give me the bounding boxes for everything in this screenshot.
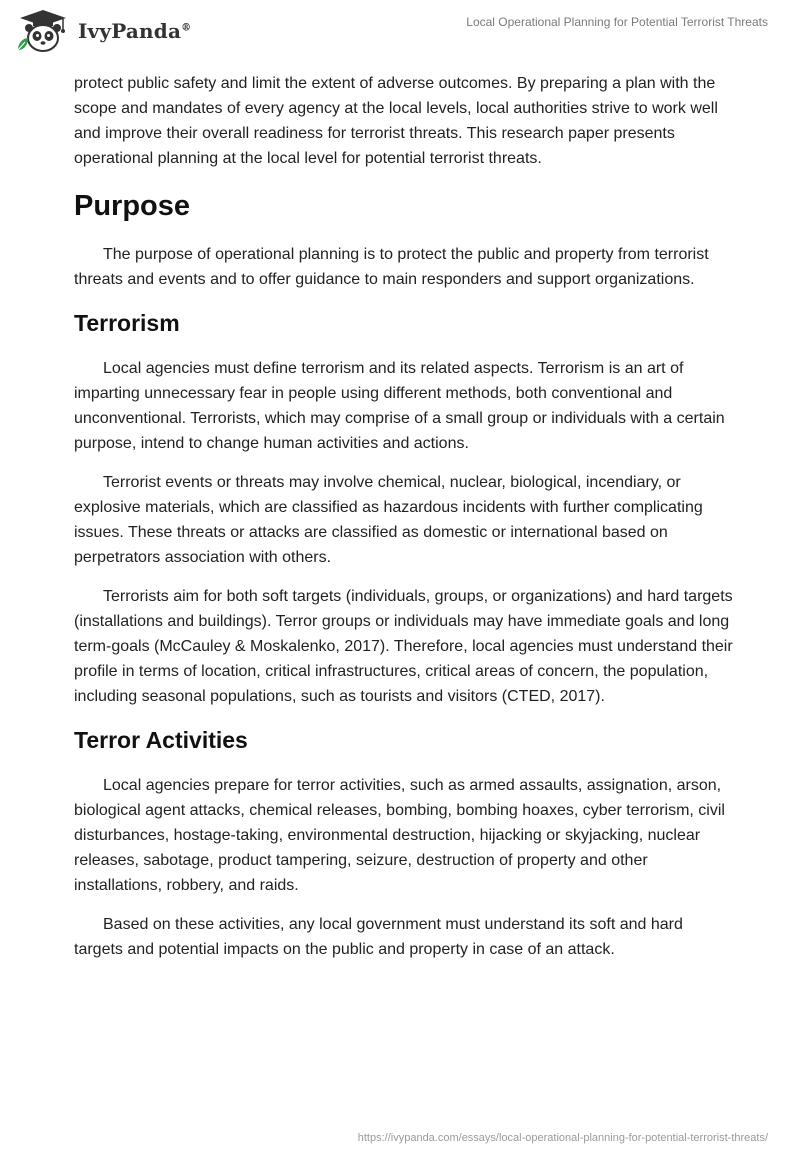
terrorism-heading: Terrorism xyxy=(74,310,180,336)
purpose-heading: Purpose xyxy=(74,190,191,222)
panda-graduate-icon xyxy=(14,8,72,54)
brand-name: IvyPanda® xyxy=(78,19,192,43)
purpose-paragraph: The purpose of operational planning is to protect the public and property from terrorist threats and events and to offer guidance to main responders and support organizations. xyxy=(74,246,709,288)
essay-body xyxy=(74,71,734,976)
terrorism-paragraph-1: Local agencies must define terrorism and its related aspects. Terrorism is an art of imparting unnecessary fear in people using different methods, both conventional and unconventional. Terrorists, which may comprise of a small group or individuals with a certain purpose, intend to change human activities and actions. xyxy=(74,360,725,452)
running-title: Local Operational Planning for Potential Terrorist Threats xyxy=(466,15,768,29)
registered-mark: ® xyxy=(181,22,192,34)
terrorism-paragraph-2: Terrorist events or threats may involve chemical, nuclear, biological, incendiary, or explosive materials, which are classified as hazardous incidents with further complicating issues. These threats or attacks are classified as domestic or international based on perpetrators association with others. xyxy=(74,474,703,566)
terror-activities-paragraph-1: Local agencies prepare for terror activities, such as armed assaults, assignation, arson, biological agent attacks, chemical releases, bombing, bombing hoaxes, cyber terrorism, civil disturbances, hostage-taking, environmental destruction, hijacking or skyjacking, nuclear releases, sabotage, product tampering, seizure, destruction of property and other installations, robbery, and raids. xyxy=(74,777,725,894)
source-url[interactable]: https://ivypanda.com/essays/local-operational-planning-for-potential-terrorist-threats/ xyxy=(357,1132,768,1144)
ivypanda-logo[interactable] xyxy=(14,8,191,54)
intro-paragraph: protect public safety and limit the extent of adverse outcomes. By preparing a plan with the scope and mandates of every agency at the local levels, local authorities strive to work well and improve their overall readiness for terrorist threats. This research paper presents operational planning at the local level for potential terrorist threats. xyxy=(74,75,718,167)
terror-activities-heading: Terror Activities xyxy=(74,727,248,753)
page-header xyxy=(0,0,800,70)
terrorism-paragraph-3: Terrorists aim for both soft targets (individuals, groups, or organizations) and hard targets (installations and buildings). Terror groups or individuals may have immediate goals and long term-goals (McCauley & Moskalenko, 2017). Therefore, local agencies must understand their profile in terms of location, critical infrastructures, critical areas of concern, the population, including seasonal populations, such as tourists and visitors (CTED, 2017). xyxy=(74,588,733,705)
terror-activities-paragraph-2: Based on these activities, any local government must understand its soft and hard targets and potential impacts on the public and property in case of an attack. xyxy=(74,916,683,958)
